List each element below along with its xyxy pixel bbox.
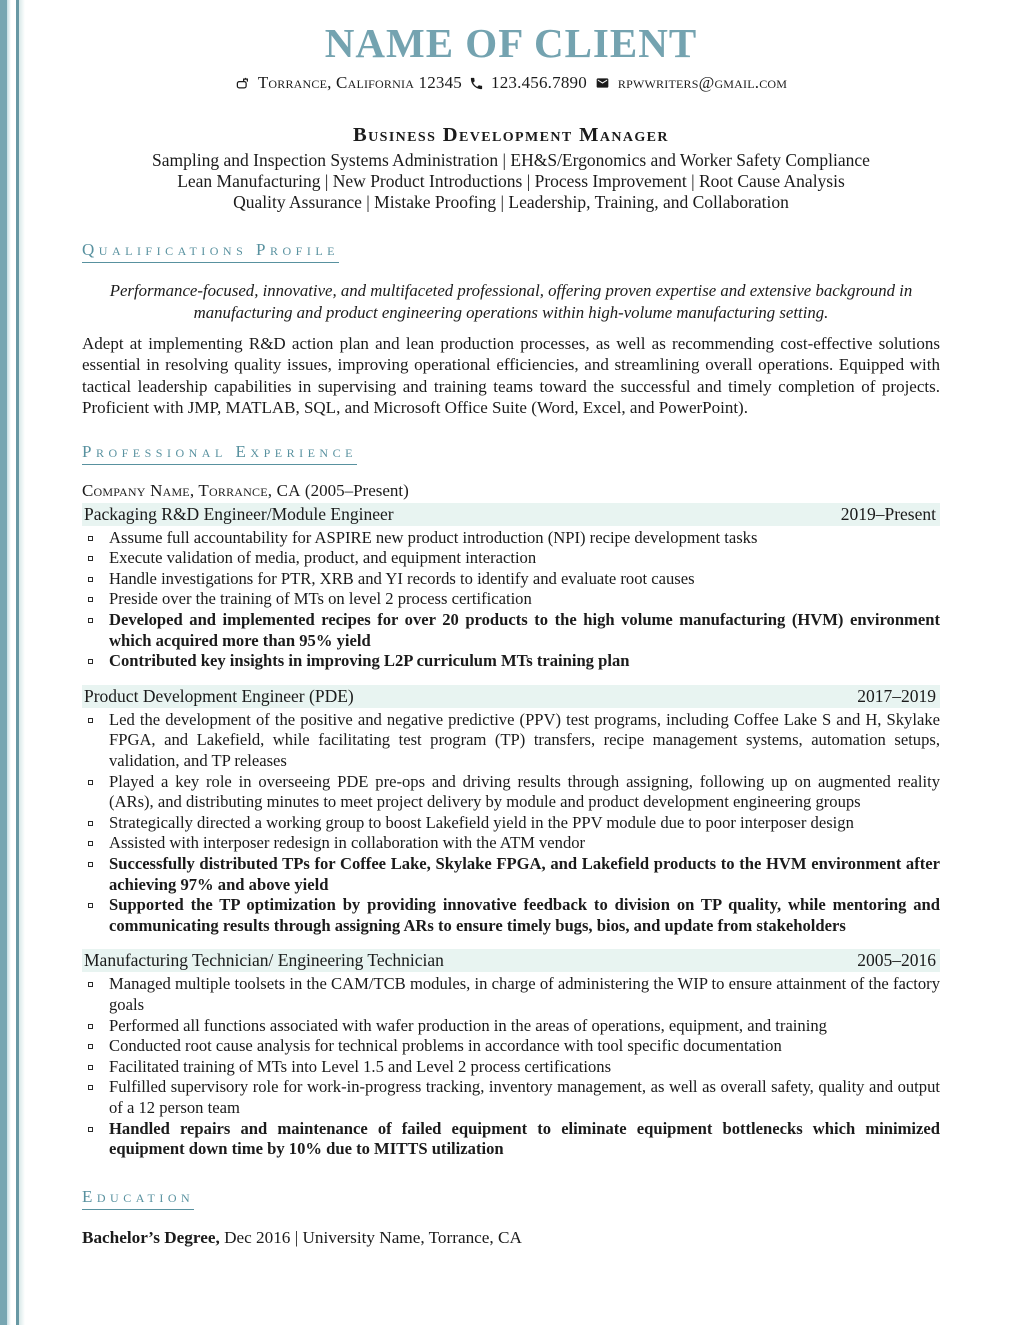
job-header bbox=[82, 685, 940, 708]
bullet-item bbox=[82, 651, 940, 672]
bullet-item bbox=[82, 610, 940, 651]
contact-address: Torrance, California 12345 bbox=[257, 73, 463, 93]
left-accent-bar bbox=[0, 0, 7, 1325]
bullet-item bbox=[82, 895, 940, 936]
square-bullet-icon bbox=[88, 821, 93, 826]
education-heading bbox=[82, 1187, 940, 1210]
job-title: Manufacturing Technician/ Engineering Technician bbox=[84, 950, 444, 971]
bullet-item bbox=[82, 1057, 940, 1078]
skill-line: Quality Assurance | Mistake Proofing | Leadership, Training, and Collaboration bbox=[233, 192, 789, 213]
experience-heading-text: Professional Experience bbox=[82, 442, 357, 465]
skill-line: Sampling and Inspection Systems Administration | EH&S/Ergonomics and Worker Safety Compliance bbox=[152, 150, 870, 171]
bullet-text: Supported the TP optimization by providing innovative feedback to division on TP quality, while mentoring and communicating results through assigning ARs to ensure timely bugs, bios, and update from stakeholders bbox=[109, 895, 940, 935]
square-bullet-icon bbox=[88, 597, 93, 602]
bullet-text: Facilitated training of MTs into Level 1.5 and Level 2 process certifications bbox=[109, 1056, 612, 1076]
contact-email: rpwwriters@gmail.com bbox=[617, 73, 788, 93]
bullet-item bbox=[82, 569, 940, 590]
square-bullet-icon bbox=[88, 577, 93, 582]
square-bullet-icon bbox=[88, 1127, 93, 1132]
bullet-text: Developed and implemented recipes for over 20 products to the high volume manufacturing (HVM) environment which acquired more than 95% yield bbox=[109, 610, 940, 650]
degree-details: Dec 2016 | University Name, Torrance, CA bbox=[224, 1227, 522, 1247]
bullet-text: Strategically directed a working group to boost Lakefield yield in the PPV module due to poor interposer design bbox=[109, 812, 854, 832]
resume-header bbox=[82, 22, 940, 93]
job-header bbox=[82, 949, 940, 972]
square-bullet-icon bbox=[88, 536, 93, 541]
square-bullet-icon bbox=[88, 556, 93, 561]
square-bullet-icon bbox=[88, 1024, 93, 1029]
square-bullet-icon bbox=[88, 841, 93, 846]
bullet-text: Assume full accountability for ASPIRE new product introduction (NPI) recipe development tasks bbox=[109, 527, 758, 547]
job-entry bbox=[82, 949, 940, 1159]
bullet-text: Fulfilled supervisory role for work-in-progress tracking, inventory management, as well as overall safety, quality and output of a 12 person team bbox=[109, 1077, 940, 1117]
left-thin-rule-fade bbox=[19, 0, 25, 1325]
company-dates: (2005–Present) bbox=[304, 480, 409, 500]
bullet-item bbox=[82, 528, 940, 549]
job-entry bbox=[82, 685, 940, 937]
square-bullet-icon bbox=[88, 718, 93, 723]
bullet-text: Successfully distributed TPs for Coffee Lake, Skylake FPGA, and Lakefield products to the HVM environment after achieving 97% and above yield bbox=[109, 853, 940, 894]
section-experience bbox=[82, 442, 940, 1160]
bullet-text: Led the development of the positive and negative predictive (PPV) test programs, including Coffee Lake S and H, Skylake FPGA, and Lakefield, while facilitating test program (TP) transfers, recipe management systems, automation setups, validation, and TP releases bbox=[109, 709, 940, 771]
qualifications-heading-text: Qualifications Profile bbox=[82, 240, 339, 263]
bullet-item bbox=[82, 1036, 940, 1057]
square-bullet-icon bbox=[88, 780, 93, 785]
bullet-text: Preside over the training of MTs on level 2 process certification bbox=[109, 589, 532, 609]
job-dates: 2019–Present bbox=[840, 503, 936, 524]
degree-line bbox=[82, 1228, 940, 1248]
bullet-text: Execute validation of media, product, and equipment interaction bbox=[109, 548, 537, 568]
job-title: Product Development Engineer (PDE) bbox=[84, 685, 354, 706]
bullet-item bbox=[82, 1077, 940, 1118]
bullet-item bbox=[82, 772, 940, 813]
square-bullet-icon bbox=[88, 659, 93, 664]
job-bullets bbox=[82, 528, 940, 672]
square-bullet-icon bbox=[88, 618, 93, 623]
bullet-item bbox=[82, 548, 940, 569]
job-header bbox=[82, 503, 940, 526]
bullet-item bbox=[82, 974, 940, 1015]
client-name: NAME OF CLIENT bbox=[324, 20, 698, 66]
qualifications-heading bbox=[82, 240, 940, 263]
experience-heading bbox=[82, 442, 940, 465]
section-education bbox=[82, 1187, 940, 1248]
left-accent-bar-fade bbox=[7, 0, 11, 1325]
bullet-item bbox=[82, 589, 940, 610]
bullet-text: Managed multiple toolsets in the CAM/TCB modules, in charge of administering the WIP to ensure attainment of the factory goals bbox=[109, 974, 940, 1014]
square-bullet-icon bbox=[88, 862, 93, 867]
role-title: Business Development Manager bbox=[353, 124, 669, 147]
degree-name: Bachelor’s Degree, bbox=[82, 1227, 220, 1247]
company-name: Company Name, Torrance, CA bbox=[82, 480, 301, 500]
bullet-item bbox=[82, 710, 940, 772]
summary-body: Adept at implementing R&D action plan and lean production processes, as well as recommending cost-effective solutions essential in resolving quality issues, improving operational efficiencies, and streamlining overall operations. Equipped with tactical leadership capabilities in supervising and training teams toward the successful and timely completion of projects. Proficient with JMP, MATLAB, SQL, and Microsoft Office Suite (Word, Excel, and PowerPoint). bbox=[82, 334, 940, 418]
bullet-text: Handle investigations for PTR, XRB and YI records to identify and evaluate root causes bbox=[109, 568, 695, 588]
bullet-text: Contributed key insights in improving L2P curriculum MTs training plan bbox=[109, 651, 630, 671]
job-dates: 2017–2019 bbox=[857, 685, 936, 706]
square-bullet-icon bbox=[88, 982, 93, 987]
summary-italic: Performance-focused, innovative, and multifaceted professional, offering proven expertise and extensive background in manufacturing and product engineering operations within high-volume manufacturing setting. bbox=[109, 281, 913, 322]
role-block bbox=[82, 124, 940, 213]
bullet-item bbox=[82, 833, 940, 854]
bullet-text: Conducted root cause analysis for technical problems in accordance with tool specific documentation bbox=[109, 1036, 782, 1056]
contact-phone: 123.456.7890 bbox=[491, 73, 587, 93]
square-bullet-icon bbox=[88, 1044, 93, 1049]
skill-line: Lean Manufacturing | New Product Introductions | Process Improvement | Root Cause Analysis bbox=[177, 171, 845, 192]
square-bullet-icon bbox=[88, 1065, 93, 1070]
contact-line bbox=[82, 73, 940, 93]
bullet-text: Performed all functions associated with wafer production in the areas of operations, equipment, and training bbox=[109, 1015, 827, 1035]
education-heading-text: Education bbox=[82, 1187, 194, 1210]
address-icon bbox=[235, 76, 251, 91]
company-line bbox=[82, 481, 940, 501]
bullet-text: Played a key role in overseeing PDE pre-ops and driving results through assigning, following up on augmented reality (ARs), and distributing minutes to meet project delivery by module and product development engineering groups bbox=[109, 771, 940, 812]
job-dates: 2005–2016 bbox=[857, 950, 936, 971]
bullet-text: Assisted with interposer redesign in collaboration with the ATM vendor bbox=[109, 833, 586, 853]
bullet-text: Handled repairs and maintenance of failed equipment to eliminate equipment bottlenecks which minimized equipment down time by 10% due to MITTS utilization bbox=[109, 1118, 940, 1159]
job-bullets bbox=[82, 974, 940, 1159]
bullet-item bbox=[82, 813, 940, 834]
job-bullets bbox=[82, 710, 940, 937]
bullet-item bbox=[82, 854, 940, 895]
bullet-item bbox=[82, 1016, 940, 1037]
job-title: Packaging R&D Engineer/Module Engineer bbox=[84, 503, 394, 524]
job-entry bbox=[82, 503, 940, 672]
section-qualifications bbox=[82, 240, 940, 419]
phone-icon bbox=[469, 76, 484, 91]
email-icon bbox=[594, 76, 611, 90]
bullet-item bbox=[82, 1119, 940, 1160]
square-bullet-icon bbox=[88, 1085, 93, 1090]
square-bullet-icon bbox=[88, 903, 93, 908]
